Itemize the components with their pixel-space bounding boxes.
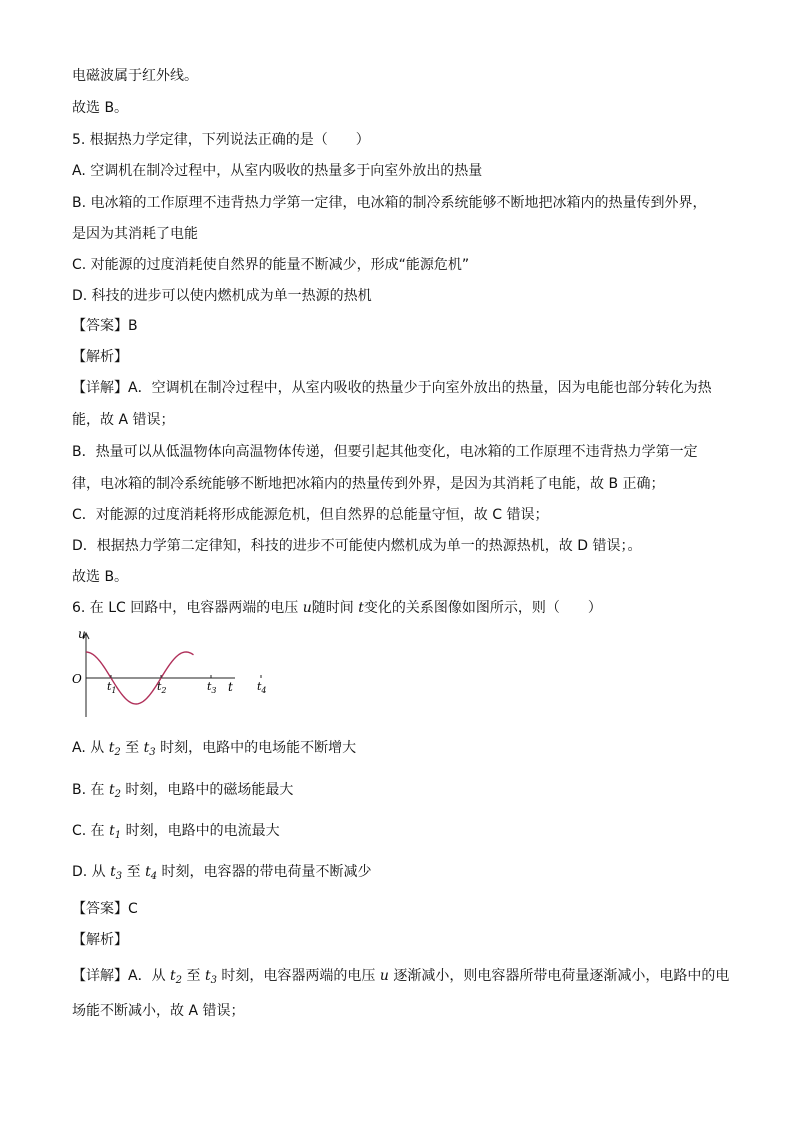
option-d: D. 科技的进步可以使内燃机成为单一热源的热机 — [72, 288, 372, 304]
analysis-label: 【解析】 — [72, 932, 128, 948]
detail-line: B．热量可以从低温物体向高温物体传递，但要引起其他变化，电冰箱的工作原理不违背热力学第一定 — [72, 444, 698, 460]
detail-line: 场能不断减小，故 A 错误； — [72, 1003, 245, 1019]
tick-label-t2: $t_2$ — [157, 680, 167, 695]
detail-line: 【详解】A．从 $t_2$ 至 $t_3$ 时刻，电容器两端的电压 u 逐渐减小，则电容器所带电荷量逐渐减小，电路中的电 — [72, 968, 730, 986]
origin-label: O — [72, 672, 82, 686]
analysis-label: 【解析】 — [72, 349, 128, 365]
option-6c: C. 在 $t_1$ 时刻，电路中的电流最大 — [72, 823, 280, 841]
option-6a: A. 从 $t_2$ 至 $t_3$ 时刻，电路中的电场能不断增大 — [72, 740, 357, 758]
detail-line: 【详解】A．空调机在制冷过程中，从室内吸收的热量少于向室外放出的热量，因为电能也部分转化为热 — [72, 380, 712, 396]
y-axis-label: u — [78, 627, 86, 641]
detail-line: C．对能源的过度消耗将形成能源危机，但自然界的总能量守恒，故 C 错误； — [72, 507, 549, 523]
detail-line: 能，故 A 错误； — [72, 412, 175, 428]
option-b-cont: 是因为其消耗了电能 — [72, 226, 198, 242]
answer-label: 【答案】C — [72, 901, 138, 917]
option-c: C. 对能源的过度消耗使自然界的能量不断减少，形成“能源危机” — [72, 257, 470, 273]
option-a: A. 空调机在制冷过程中，从室内吸收的热量多于向室外放出的热量 — [72, 163, 483, 179]
detail-line: D．根据热力学第二定律知，科技的进步不可能使内燃机成为单一的热源热机，故 D 错误；。 — [72, 538, 642, 554]
option-b: B. 电冰箱的工作原理不违背热力学第一定律，电冰箱的制冷系统能够不断地把冰箱内的热量传到外界， — [72, 195, 707, 211]
option-6d: D. 从 $t_3$ 至 $t_4$ 时刻，电容器的带电荷量不断减少 — [72, 864, 372, 882]
x-axis-label: t — [228, 680, 233, 694]
text-line: 电磁波属于红外线。 — [72, 68, 198, 84]
detail-line: 律，电冰箱的制冷系统能够不断地把冰箱内的热量传到外界，是因为其消耗了电能，故 B 正确； — [72, 476, 665, 492]
option-6b: B. 在 $t_2$ 时刻，电路中的磁场能最大 — [72, 782, 294, 800]
question-6: 6. 在 LC 回路中，电容器两端的电压 u随时间 t变化的关系图像如图所示，则（ ） — [72, 600, 602, 616]
question-5: 5. 根据热力学定律，下列说法正确的是（ ） — [72, 132, 370, 148]
tick-label-t1: $t_1$ — [107, 680, 117, 695]
text-line: 故选 B。 — [72, 100, 129, 116]
detail-line: 故选 B。 — [72, 569, 129, 585]
tick-label-t4: $t_4$ — [257, 680, 267, 695]
voltage-time-graph — [70, 625, 267, 720]
answer-label: 【答案】B — [72, 318, 138, 334]
tick-label-t3: $t_3$ — [207, 680, 217, 695]
